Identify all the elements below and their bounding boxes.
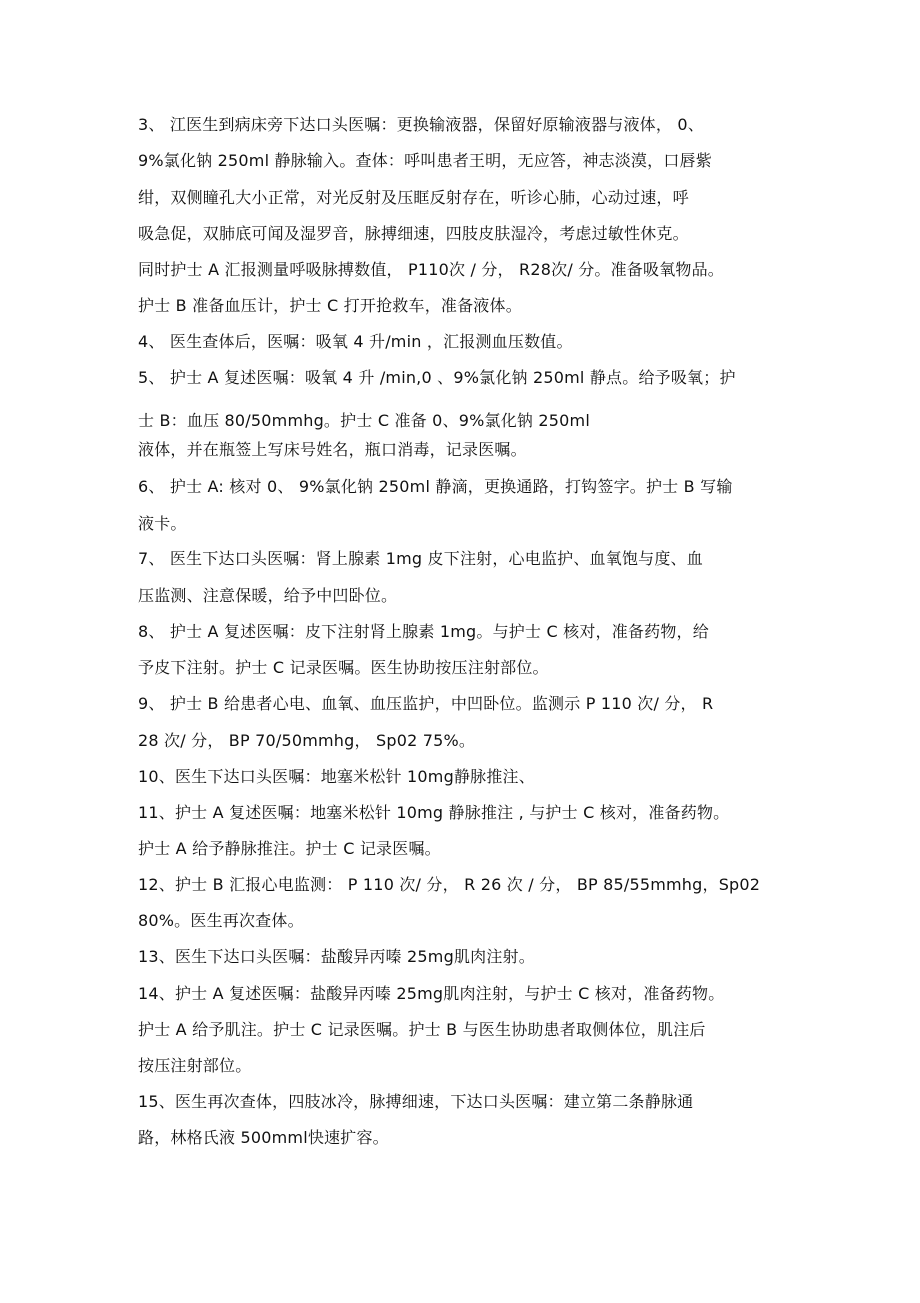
text-line: 同时护士 A 汇报测量呼吸脉搏数值， P110次 / 分， R28次/ 分。准备吸氧物品。 xyxy=(138,260,724,279)
text-line: 绀，双侧瞳孔大小正常，对光反射及压眶反射存在，听诊心肺，心动过速，呼 xyxy=(138,188,689,207)
text-line: 9、 护士 B 给患者心电、血氧、血压监护，中凹卧位。监测示 P 110 次/ 分， R xyxy=(138,694,714,713)
text-line: 护士 A 给予静脉推注。护士 C 记录医嘱。 xyxy=(138,839,441,858)
text-line: 28 次/ 分， BP 70/50mmhg， Sp02 75%。 xyxy=(138,731,476,750)
text-line: 路，林格氏液 500mml快速扩容。 xyxy=(138,1128,389,1147)
text-line: 士 B：血压 80/50mmhg。护士 C 准备 0、9%氯化钠 250ml xyxy=(138,411,590,430)
text-line: 6、 护士 A: 核对 0、 9%氯化钠 250ml 静滴，更换通路，打钩签字。护士 B 写输 xyxy=(138,477,733,496)
text-line: 12、护士 B 汇报心电监测： P 110 次/ 分， R 26 次 / 分， BP 85/55mmhg，Sp02 xyxy=(138,875,761,894)
text-line: 7、 医生下达口头医嘱：肾上腺素 1mg 皮下注射，心电监护、血氧饱与度、血 xyxy=(138,549,703,568)
text-line: 3、 江医生到病床旁下达口头医嘱：更换输液器，保留好原输液器与液体， 0、 xyxy=(138,115,704,134)
text-line: 5、 护士 A 复述医嘱：吸氧 4 升 /min,0 、9%氯化钠 250ml 静点。给予吸氧；护 xyxy=(138,368,736,387)
text-line: 11、护士 A 复述医嘱：地塞米松针 10mg 静脉推注 , 与护士 C 核对，准备药物。 xyxy=(138,803,730,822)
text-line: 10、医生下达口头医嘱：地塞米松针 10mg静脉推注、 xyxy=(138,767,535,786)
text-line: 15、医生再次查体，四肢冰冷，脉搏细速，下达口头医嘱：建立第二条静脉通 xyxy=(138,1092,694,1111)
text-line: 8、 护士 A 复述医嘱：皮下注射肾上腺素 1mg。与护士 C 核对，准备药物，给 xyxy=(138,622,709,641)
text-line: 护士 B 准备血压计，护士 C 打开抢救车，准备液体。 xyxy=(138,296,522,315)
text-line: 80%。医生再次查体。 xyxy=(138,911,304,930)
text-line: 液卡。 xyxy=(138,514,187,533)
text-line: 14、护士 A 复述医嘱：盐酸异丙嗪 25mg肌肉注射，与护士 C 核对，准备药物。 xyxy=(138,984,725,1003)
text-line: 4、 医生查体后，医嘱：吸氧 4 升/min ，汇报测血压数值。 xyxy=(138,332,573,351)
text-line: 9%氯化钠 250ml 静脉输入。查体：呼叫患者王明，无应答，神志淡漠，口唇紫 xyxy=(138,151,712,170)
text-line: 压监测、注意保暖，给予中凹卧位。 xyxy=(138,586,398,605)
text-line: 吸急促，双肺底可闻及湿罗音，脉搏细速，四肢皮肤湿冷，考虑过敏性休克。 xyxy=(138,224,689,243)
text-line: 液体，并在瓶签上写床号姓名，瓶口消毒，记录医嘱。 xyxy=(138,440,527,459)
text-line: 予皮下注射。护士 C 记录医嘱。医生协助按压注射部位。 xyxy=(138,658,549,677)
text-line: 13、医生下达口头医嘱：盐酸异丙嗪 25mg肌肉注射。 xyxy=(138,947,535,966)
text-line: 护士 A 给予肌注。护士 C 记录医嘱。护士 B 与医生协助患者取侧体位，肌注后 xyxy=(138,1020,706,1039)
text-line: 按压注射部位。 xyxy=(138,1056,252,1075)
